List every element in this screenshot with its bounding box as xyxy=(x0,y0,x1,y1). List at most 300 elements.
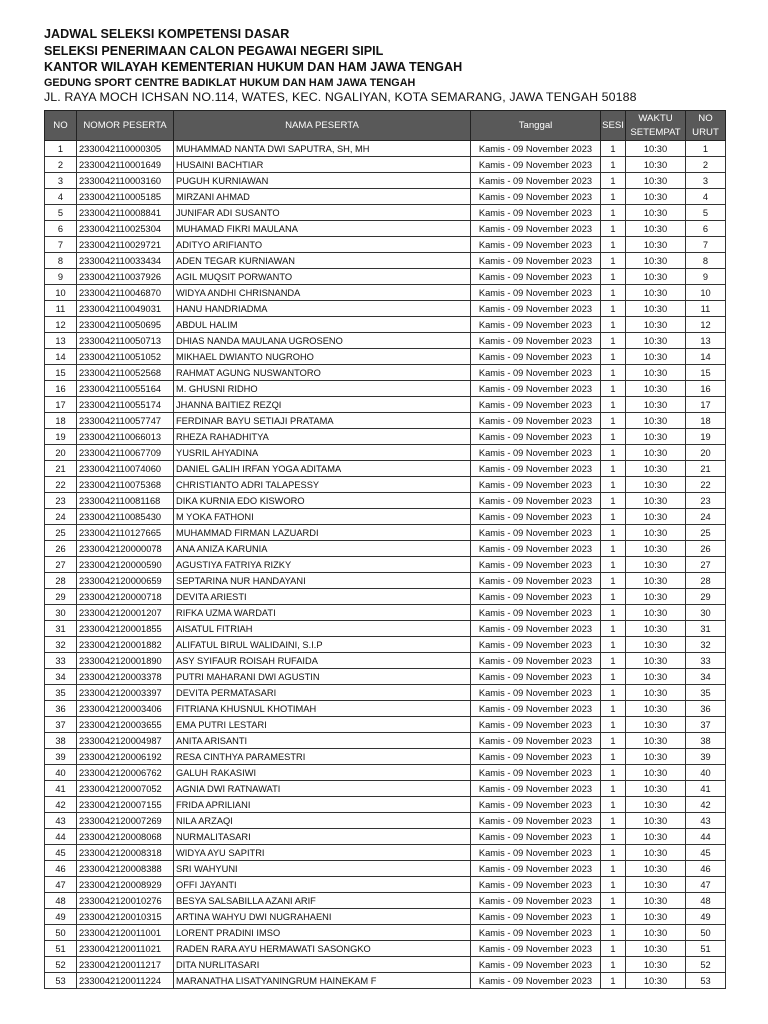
cell-sesi: 1 xyxy=(601,733,626,749)
cell-no-urut: 47 xyxy=(686,877,726,893)
cell-nama-peserta: MUHAMMAD NANTA DWI SAPUTRA, SH, MH xyxy=(174,141,471,157)
cell-nama-peserta: BESYA SALSABILLA AZANI ARIF xyxy=(174,893,471,909)
cell-waktu: 10:30 xyxy=(626,461,686,477)
cell-nama-peserta: HUSAINI BACHTIAR xyxy=(174,157,471,173)
cell-nomor-peserta: 2330042110055164 xyxy=(77,381,174,397)
cell-waktu: 10:30 xyxy=(626,413,686,429)
cell-sesi: 1 xyxy=(601,221,626,237)
cell-tanggal: Kamis - 09 November 2023 xyxy=(471,781,601,797)
cell-nama-peserta: RAHMAT AGUNG NUSWANTORO xyxy=(174,365,471,381)
cell-tanggal: Kamis - 09 November 2023 xyxy=(471,861,601,877)
cell-waktu: 10:30 xyxy=(626,301,686,317)
cell-no: 51 xyxy=(45,941,77,957)
cell-tanggal: Kamis - 09 November 2023 xyxy=(471,541,601,557)
cell-tanggal: Kamis - 09 November 2023 xyxy=(471,381,601,397)
cell-tanggal: Kamis - 09 November 2023 xyxy=(471,909,601,925)
cell-tanggal: Kamis - 09 November 2023 xyxy=(471,653,601,669)
cell-no: 49 xyxy=(45,909,77,925)
cell-no: 48 xyxy=(45,893,77,909)
cell-nomor-peserta: 2330042110033434 xyxy=(77,253,174,269)
cell-no-urut: 7 xyxy=(686,237,726,253)
cell-waktu: 10:30 xyxy=(626,189,686,205)
cell-sesi: 1 xyxy=(601,765,626,781)
cell-nama-peserta: FERDINAR BAYU SETIAJI PRATAMA xyxy=(174,413,471,429)
cell-waktu: 10:30 xyxy=(626,877,686,893)
cell-sesi: 1 xyxy=(601,285,626,301)
cell-no: 14 xyxy=(45,349,77,365)
cell-nomor-peserta: 2330042110052568 xyxy=(77,365,174,381)
cell-no: 13 xyxy=(45,333,77,349)
table-row xyxy=(45,253,726,269)
cell-nama-peserta: AGNIA DWI RATNAWATI xyxy=(174,781,471,797)
cell-nomor-peserta: 2330042110003160 xyxy=(77,173,174,189)
cell-nama-peserta: MIKHAEL DWIANTO NUGROHO xyxy=(174,349,471,365)
cell-tanggal: Kamis - 09 November 2023 xyxy=(471,429,601,445)
cell-nomor-peserta: 2330042110050695 xyxy=(77,317,174,333)
cell-waktu: 10:30 xyxy=(626,333,686,349)
cell-waktu: 10:30 xyxy=(626,349,686,365)
cell-nomor-peserta: 2330042110051052 xyxy=(77,349,174,365)
cell-nomor-peserta: 2330042120001855 xyxy=(77,621,174,637)
cell-nomor-peserta: 2330042110074060 xyxy=(77,461,174,477)
cell-nama-peserta: M YOKA FATHONI xyxy=(174,509,471,525)
cell-nama-peserta: WIDYA ANDHI CHRISNANDA xyxy=(174,285,471,301)
cell-nama-peserta: MUHAMAD FIKRI MAULANA xyxy=(174,221,471,237)
cell-nomor-peserta: 2330042120001207 xyxy=(77,605,174,621)
cell-waktu: 10:30 xyxy=(626,861,686,877)
cell-nama-peserta: FITRIANA KHUSNUL KHOTIMAH xyxy=(174,701,471,717)
cell-nomor-peserta: 2330042110046870 xyxy=(77,285,174,301)
cell-nomor-peserta: 2330042120007269 xyxy=(77,813,174,829)
cell-no: 37 xyxy=(45,717,77,733)
cell-nomor-peserta: 2330042110037926 xyxy=(77,269,174,285)
cell-sesi: 1 xyxy=(601,173,626,189)
cell-no-urut: 35 xyxy=(686,685,726,701)
cell-waktu: 10:30 xyxy=(626,477,686,493)
cell-nomor-peserta: 2330042120008318 xyxy=(77,845,174,861)
cell-no-urut: 49 xyxy=(686,909,726,925)
cell-no-urut: 28 xyxy=(686,573,726,589)
cell-waktu: 10:30 xyxy=(626,605,686,621)
cell-nama-peserta: ARTINA WAHYU DWI NUGRAHAENI xyxy=(174,909,471,925)
cell-nomor-peserta: 2330042110001649 xyxy=(77,157,174,173)
cell-no-urut: 15 xyxy=(686,365,726,381)
table-row xyxy=(45,173,726,189)
document-header xyxy=(44,26,744,105)
cell-waktu: 10:30 xyxy=(626,653,686,669)
cell-tanggal: Kamis - 09 November 2023 xyxy=(471,509,601,525)
cell-tanggal: Kamis - 09 November 2023 xyxy=(471,317,601,333)
cell-tanggal: Kamis - 09 November 2023 xyxy=(471,157,601,173)
cell-no-urut: 17 xyxy=(686,397,726,413)
cell-no-urut: 19 xyxy=(686,429,726,445)
table-row xyxy=(45,445,726,461)
cell-nama-peserta: RIFKA UZMA WARDATI xyxy=(174,605,471,621)
table-row xyxy=(45,493,726,509)
cell-nomor-peserta: 2330042110057747 xyxy=(77,413,174,429)
table-row xyxy=(45,285,726,301)
cell-waktu: 10:30 xyxy=(626,829,686,845)
cell-no: 5 xyxy=(45,205,77,221)
cell-nomor-peserta: 2330042110067709 xyxy=(77,445,174,461)
cell-tanggal: Kamis - 09 November 2023 xyxy=(471,221,601,237)
table-row xyxy=(45,813,726,829)
cell-waktu: 10:30 xyxy=(626,365,686,381)
cell-sesi: 1 xyxy=(601,957,626,973)
cell-nama-peserta: DHIAS NANDA MAULANA UGROSENO xyxy=(174,333,471,349)
cell-tanggal: Kamis - 09 November 2023 xyxy=(471,957,601,973)
cell-tanggal: Kamis - 09 November 2023 xyxy=(471,365,601,381)
cell-nama-peserta: NILA ARZAQI xyxy=(174,813,471,829)
table-row xyxy=(45,381,726,397)
cell-nomor-peserta: 2330042120008388 xyxy=(77,861,174,877)
table-row xyxy=(45,509,726,525)
cell-nomor-peserta: 2330042110055174 xyxy=(77,397,174,413)
cell-nomor-peserta: 2330042120003655 xyxy=(77,717,174,733)
cell-no: 17 xyxy=(45,397,77,413)
cell-tanggal: Kamis - 09 November 2023 xyxy=(471,973,601,989)
cell-tanggal: Kamis - 09 November 2023 xyxy=(471,397,601,413)
cell-no: 47 xyxy=(45,877,77,893)
cell-nama-peserta: NURMALITASARI xyxy=(174,829,471,845)
cell-tanggal: Kamis - 09 November 2023 xyxy=(471,189,601,205)
cell-nama-peserta: MIRZANI AHMAD xyxy=(174,189,471,205)
cell-sesi: 1 xyxy=(601,573,626,589)
col-header-urut-line2: URUT xyxy=(692,126,719,138)
cell-nomor-peserta: 2330042110127665 xyxy=(77,525,174,541)
cell-no: 50 xyxy=(45,925,77,941)
cell-sesi: 1 xyxy=(601,653,626,669)
cell-waktu: 10:30 xyxy=(626,973,686,989)
cell-no: 36 xyxy=(45,701,77,717)
table-row xyxy=(45,877,726,893)
cell-no-urut: 8 xyxy=(686,253,726,269)
cell-no: 46 xyxy=(45,861,77,877)
cell-sesi: 1 xyxy=(601,445,626,461)
table-row xyxy=(45,157,726,173)
cell-no: 35 xyxy=(45,685,77,701)
cell-sesi: 1 xyxy=(601,237,626,253)
cell-nama-peserta: PUGUH KURNIAWAN xyxy=(174,173,471,189)
cell-waktu: 10:30 xyxy=(626,717,686,733)
cell-sesi: 1 xyxy=(601,365,626,381)
cell-nama-peserta: ADEN TEGAR KURNIAWAN xyxy=(174,253,471,269)
cell-sesi: 1 xyxy=(601,301,626,317)
cell-no: 31 xyxy=(45,621,77,637)
cell-tanggal: Kamis - 09 November 2023 xyxy=(471,845,601,861)
cell-waktu: 10:30 xyxy=(626,541,686,557)
table-row xyxy=(45,925,726,941)
cell-nama-peserta: DITA NURLITASARI xyxy=(174,957,471,973)
cell-no-urut: 24 xyxy=(686,509,726,525)
cell-nama-peserta: JUNIFAR ADI SUSANTO xyxy=(174,205,471,221)
col-header-waktu-line2: SETEMPAT xyxy=(630,126,681,138)
table-row xyxy=(45,717,726,733)
cell-waktu: 10:30 xyxy=(626,589,686,605)
cell-waktu: 10:30 xyxy=(626,173,686,189)
col-header-tanggal: Tanggal xyxy=(471,111,601,141)
table-row xyxy=(45,765,726,781)
cell-nama-peserta: AGUSTIYA FATRIYA RIZKY xyxy=(174,557,471,573)
cell-sesi: 1 xyxy=(601,669,626,685)
cell-nama-peserta: SRI WAHYUNI xyxy=(174,861,471,877)
cell-nama-peserta: DIKA KURNIA EDO KISWORO xyxy=(174,493,471,509)
cell-no: 45 xyxy=(45,845,77,861)
document-subtitle: SELEKSI PENERIMAAN CALON PEGAWAI NEGERI SIPIL xyxy=(44,43,384,58)
table-row xyxy=(45,205,726,221)
cell-nomor-peserta: 2330042120000718 xyxy=(77,589,174,605)
table-row xyxy=(45,221,726,237)
cell-no: 8 xyxy=(45,253,77,269)
cell-sesi: 1 xyxy=(601,381,626,397)
table-row xyxy=(45,525,726,541)
cell-no-urut: 46 xyxy=(686,861,726,877)
cell-tanggal: Kamis - 09 November 2023 xyxy=(471,477,601,493)
table-row xyxy=(45,269,726,285)
cell-no-urut: 41 xyxy=(686,781,726,797)
table-row xyxy=(45,749,726,765)
cell-nama-peserta: RESA CINTHYA PARAMESTRI xyxy=(174,749,471,765)
cell-nomor-peserta: 2330042120011021 xyxy=(77,941,174,957)
cell-tanggal: Kamis - 09 November 2023 xyxy=(471,237,601,253)
cell-nama-peserta: DANIEL GALIH IRFAN YOGA ADITAMA xyxy=(174,461,471,477)
cell-nomor-peserta: 2330042120006192 xyxy=(77,749,174,765)
cell-nomor-peserta: 2330042120011217 xyxy=(77,957,174,973)
cell-nama-peserta: ANA ANIZA KARUNIA xyxy=(174,541,471,557)
cell-waktu: 10:30 xyxy=(626,237,686,253)
cell-waktu: 10:30 xyxy=(626,893,686,909)
cell-waktu: 10:30 xyxy=(626,749,686,765)
cell-nomor-peserta: 2330042120010315 xyxy=(77,909,174,925)
cell-no-urut: 3 xyxy=(686,173,726,189)
cell-no: 29 xyxy=(45,589,77,605)
cell-no-urut: 1 xyxy=(686,141,726,157)
cell-waktu: 10:30 xyxy=(626,685,686,701)
cell-nomor-peserta: 2330042110008841 xyxy=(77,205,174,221)
table-row xyxy=(45,365,726,381)
table-row xyxy=(45,861,726,877)
cell-waktu: 10:30 xyxy=(626,253,686,269)
cell-sesi: 1 xyxy=(601,893,626,909)
cell-waktu: 10:30 xyxy=(626,397,686,413)
cell-nomor-peserta: 2330042120010276 xyxy=(77,893,174,909)
cell-sesi: 1 xyxy=(601,429,626,445)
cell-sesi: 1 xyxy=(601,333,626,349)
cell-nama-peserta: MUHAMMAD FIRMAN LAZUARDI xyxy=(174,525,471,541)
cell-no-urut: 14 xyxy=(686,349,726,365)
table-row xyxy=(45,973,726,989)
cell-waktu: 10:30 xyxy=(626,445,686,461)
cell-tanggal: Kamis - 09 November 2023 xyxy=(471,301,601,317)
cell-no: 42 xyxy=(45,797,77,813)
table-row xyxy=(45,701,726,717)
cell-no: 18 xyxy=(45,413,77,429)
cell-no-urut: 26 xyxy=(686,541,726,557)
cell-no: 7 xyxy=(45,237,77,253)
table-row xyxy=(45,621,726,637)
cell-no: 27 xyxy=(45,557,77,573)
cell-nomor-peserta: 2330042120003397 xyxy=(77,685,174,701)
cell-nomor-peserta: 2330042120000078 xyxy=(77,541,174,557)
cell-no: 32 xyxy=(45,637,77,653)
cell-sesi: 1 xyxy=(601,413,626,429)
cell-no-urut: 51 xyxy=(686,941,726,957)
cell-sesi: 1 xyxy=(601,397,626,413)
cell-no-urut: 27 xyxy=(686,557,726,573)
cell-tanggal: Kamis - 09 November 2023 xyxy=(471,269,601,285)
cell-sesi: 1 xyxy=(601,269,626,285)
cell-tanggal: Kamis - 09 November 2023 xyxy=(471,813,601,829)
cell-nama-peserta: HANU HANDRIADMA xyxy=(174,301,471,317)
cell-no-urut: 42 xyxy=(686,797,726,813)
cell-tanggal: Kamis - 09 November 2023 xyxy=(471,349,601,365)
table-row xyxy=(45,349,726,365)
cell-waktu: 10:30 xyxy=(626,909,686,925)
table-row xyxy=(45,333,726,349)
table-row xyxy=(45,893,726,909)
cell-nomor-peserta: 2330042120008068 xyxy=(77,829,174,845)
cell-no-urut: 43 xyxy=(686,813,726,829)
cell-sesi: 1 xyxy=(601,493,626,509)
cell-nama-peserta: LORENT PRADINI IMSO xyxy=(174,925,471,941)
cell-nama-peserta: ASY SYIFAUR ROISAH RUFAIDA xyxy=(174,653,471,669)
cell-tanggal: Kamis - 09 November 2023 xyxy=(471,877,601,893)
cell-waktu: 10:30 xyxy=(626,925,686,941)
cell-no: 41 xyxy=(45,781,77,797)
col-header-no-urut xyxy=(686,111,726,141)
cell-tanggal: Kamis - 09 November 2023 xyxy=(471,925,601,941)
cell-nama-peserta: RADEN RARA AYU HERMAWATI SASONGKO xyxy=(174,941,471,957)
cell-nomor-peserta: 2330042110005185 xyxy=(77,189,174,205)
cell-no-urut: 44 xyxy=(686,829,726,845)
table-row xyxy=(45,637,726,653)
cell-no-urut: 22 xyxy=(686,477,726,493)
cell-waktu: 10:30 xyxy=(626,621,686,637)
cell-no-urut: 30 xyxy=(686,605,726,621)
cell-nomor-peserta: 2330042120011001 xyxy=(77,925,174,941)
cell-no-urut: 37 xyxy=(686,717,726,733)
cell-tanggal: Kamis - 09 November 2023 xyxy=(471,253,601,269)
cell-no: 24 xyxy=(45,509,77,525)
table-row xyxy=(45,829,726,845)
cell-tanggal: Kamis - 09 November 2023 xyxy=(471,637,601,653)
cell-nomor-peserta: 2330042110081168 xyxy=(77,493,174,509)
cell-no: 21 xyxy=(45,461,77,477)
cell-no-urut: 11 xyxy=(686,301,726,317)
cell-nomor-peserta: 2330042120007052 xyxy=(77,781,174,797)
cell-sesi: 1 xyxy=(601,925,626,941)
cell-nomor-peserta: 2330042110075368 xyxy=(77,477,174,493)
cell-tanggal: Kamis - 09 November 2023 xyxy=(471,589,601,605)
cell-waktu: 10:30 xyxy=(626,429,686,445)
cell-tanggal: Kamis - 09 November 2023 xyxy=(471,173,601,189)
cell-no-urut: 25 xyxy=(686,525,726,541)
table-row xyxy=(45,301,726,317)
cell-nama-peserta: WIDYA AYU SAPITRI xyxy=(174,845,471,861)
cell-sesi: 1 xyxy=(601,685,626,701)
cell-sesi: 1 xyxy=(601,717,626,733)
cell-sesi: 1 xyxy=(601,349,626,365)
schedule-table xyxy=(44,110,726,989)
cell-nomor-peserta: 2330042110085430 xyxy=(77,509,174,525)
table-row xyxy=(45,909,726,925)
cell-nama-peserta: DEVITA PERMATASARI xyxy=(174,685,471,701)
cell-no: 38 xyxy=(45,733,77,749)
cell-no-urut: 32 xyxy=(686,637,726,653)
cell-tanggal: Kamis - 09 November 2023 xyxy=(471,685,601,701)
table-row xyxy=(45,733,726,749)
table-header-row xyxy=(45,111,726,141)
cell-no: 9 xyxy=(45,269,77,285)
cell-no-urut: 40 xyxy=(686,765,726,781)
venue-name: GEDUNG SPORT CENTRE BADIKLAT HUKUM DAN HAM JAWA TENGAH xyxy=(44,76,416,89)
cell-nomor-peserta: 2330042120003406 xyxy=(77,701,174,717)
cell-sesi: 1 xyxy=(601,749,626,765)
cell-no-urut: 52 xyxy=(686,957,726,973)
cell-waktu: 10:30 xyxy=(626,701,686,717)
cell-sesi: 1 xyxy=(601,701,626,717)
cell-no-urut: 12 xyxy=(686,317,726,333)
table-row xyxy=(45,797,726,813)
cell-waktu: 10:30 xyxy=(626,557,686,573)
cell-nama-peserta: ANITA ARISANTI xyxy=(174,733,471,749)
cell-no-urut: 53 xyxy=(686,973,726,989)
cell-sesi: 1 xyxy=(601,813,626,829)
cell-no-urut: 45 xyxy=(686,845,726,861)
cell-no-urut: 10 xyxy=(686,285,726,301)
cell-nama-peserta: M. GHUSNI RIDHO xyxy=(174,381,471,397)
cell-waktu: 10:30 xyxy=(626,573,686,589)
cell-sesi: 1 xyxy=(601,157,626,173)
cell-tanggal: Kamis - 09 November 2023 xyxy=(471,573,601,589)
cell-nama-peserta: EMA PUTRI LESTARI xyxy=(174,717,471,733)
cell-nama-peserta: AGIL MUQSIT PORWANTO xyxy=(174,269,471,285)
cell-no: 6 xyxy=(45,221,77,237)
cell-sesi: 1 xyxy=(601,621,626,637)
cell-sesi: 1 xyxy=(601,797,626,813)
cell-tanggal: Kamis - 09 November 2023 xyxy=(471,701,601,717)
table-row xyxy=(45,237,726,253)
cell-tanggal: Kamis - 09 November 2023 xyxy=(471,669,601,685)
cell-waktu: 10:30 xyxy=(626,957,686,973)
cell-no-urut: 23 xyxy=(686,493,726,509)
cell-nomor-peserta: 2330042110025304 xyxy=(77,221,174,237)
cell-nomor-peserta: 2330042120011224 xyxy=(77,973,174,989)
cell-nama-peserta: OFFI JAYANTI xyxy=(174,877,471,893)
table-row xyxy=(45,141,726,157)
cell-waktu: 10:30 xyxy=(626,381,686,397)
cell-no: 2 xyxy=(45,157,77,173)
cell-no: 30 xyxy=(45,605,77,621)
cell-no-urut: 21 xyxy=(686,461,726,477)
cell-no: 25 xyxy=(45,525,77,541)
cell-no: 44 xyxy=(45,829,77,845)
cell-nomor-peserta: 2330042120001882 xyxy=(77,637,174,653)
cell-waktu: 10:30 xyxy=(626,221,686,237)
cell-nama-peserta: YUSRIL AHYADINA xyxy=(174,445,471,461)
cell-sesi: 1 xyxy=(601,509,626,525)
cell-nomor-peserta: 2330042110049031 xyxy=(77,301,174,317)
table-row xyxy=(45,557,726,573)
cell-nomor-peserta: 2330042120008929 xyxy=(77,877,174,893)
cell-no: 43 xyxy=(45,813,77,829)
table-row xyxy=(45,541,726,557)
cell-tanggal: Kamis - 09 November 2023 xyxy=(471,525,601,541)
cell-waktu: 10:30 xyxy=(626,669,686,685)
cell-no: 20 xyxy=(45,445,77,461)
cell-nomor-peserta: 2330042120004987 xyxy=(77,733,174,749)
cell-no-urut: 34 xyxy=(686,669,726,685)
